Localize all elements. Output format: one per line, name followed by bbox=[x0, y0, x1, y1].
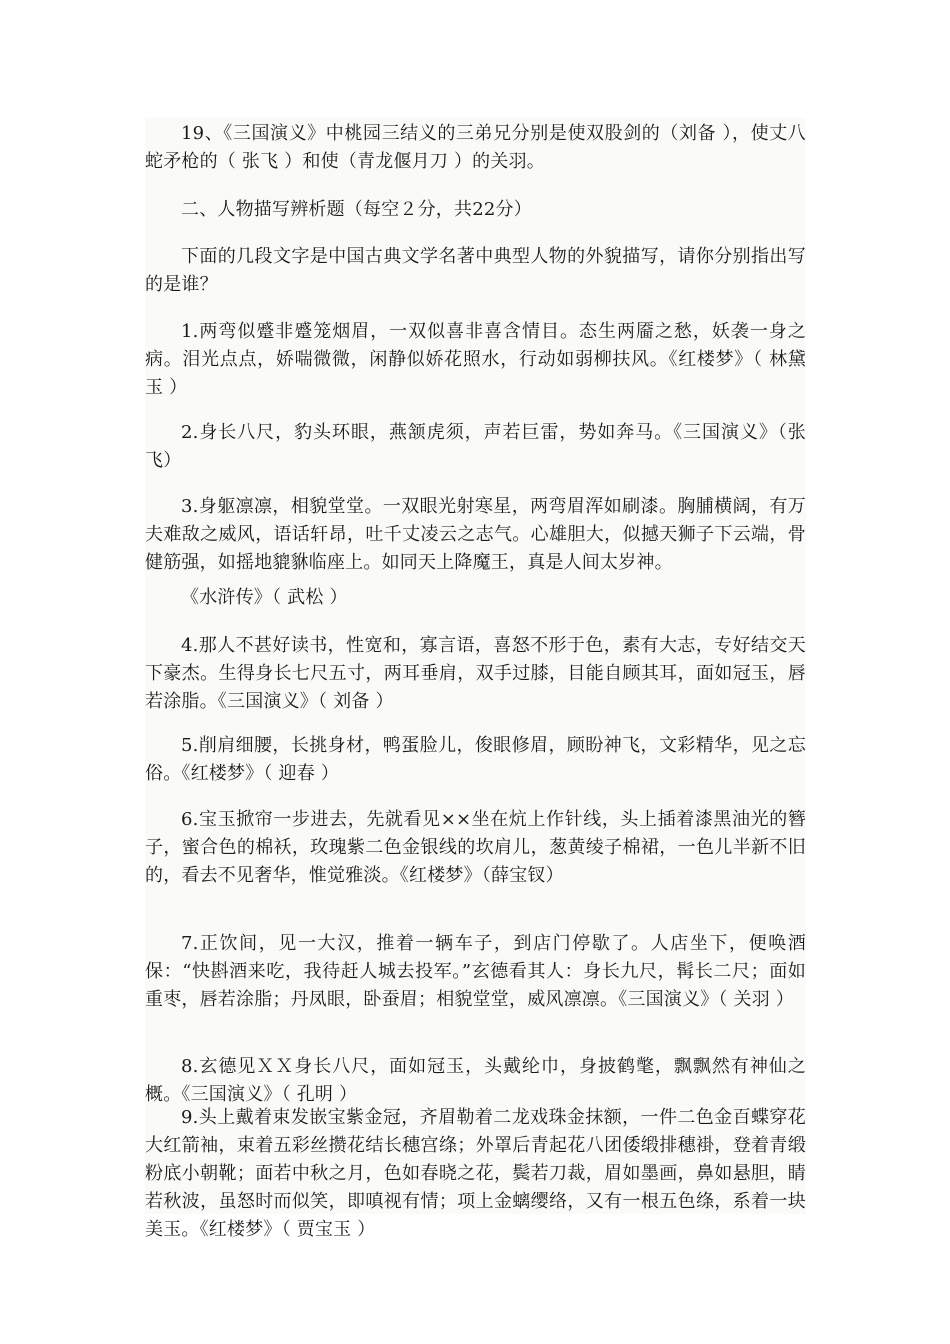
item-3-paragraph: 3.身躯凛凛，相貌堂堂。一双眼光射寒星，两弯眉浑如刷漆。胸脯横阔，有万夫难敌之威风，语话轩昂，吐千丈凌云之志气。心雄胆大，似撼天狮子下云端，骨健筋强，如摇地貔貅临座上。如同天上降魔王，真是人间太岁神。 bbox=[145, 496, 806, 573]
item-1-paragraph: 1.两弯似蹙非蹙笼烟眉，一双似喜非喜含情目。态生两靥之愁，妖袭一身之病。泪光点点，娇喘微微，闲静似娇花照水，行动如弱柳扶风。《红楼梦》（ 林黛玉 ） bbox=[145, 321, 806, 398]
item-7-paragraph: 7.正饮间，见一大汉，推着一辆车子，到店门停歇了。人店坐下，便唤酒保：“快斟酒来吃，我待赶人城去投军。”玄德看其人：身长九尺，髯长二尺；面如重枣，唇若涂脂；丹凤眼，卧蚕眉；相貌堂堂，威风凛凛。《三国演义》（ 关羽 ） bbox=[145, 933, 806, 1010]
document-page bbox=[145, 118, 806, 1240]
item-5-paragraph: 5.削肩细腰，长挑身材，鸭蛋脸儿，俊眼修眉，顾盼神飞，文彩精华，见之忘俗。《红楼梦》（ 迎春 ） bbox=[145, 735, 806, 784]
question-19-paragraph: 19、《三国演义》中桃园三结义的三弟兄分别是使双股剑的（刘备 ），使丈八蛇矛枪的（ 张飞 ）和使（青龙偃月刀 ）的关羽。 bbox=[145, 123, 806, 172]
item-9-paragraph: 9.头上戴着束发嵌宝紫金冠，齐眉勒着二龙戏珠金抹额，一件二色金百蝶穿花大红箭袖，束着五彩丝攒花结长穗宫绦；外罩后青起花八团倭缎排穗褂，登着青缎粉底小朝靴；面若中秋之月，色如春晓之花，鬓若刀裁，眉如墨画，鼻如悬胆，睛若秋波，虽怒时而似笑，即嗔视有情；项上金螭缨络，又有一根五色绦，系着一块美玉。《红楼梦》（ 贾宝玉 ） bbox=[145, 1107, 806, 1240]
instructions-paragraph: 下面的几段文字是中国古典文学名著中典型人物的外貌描写，请你分别指出写的是谁？ bbox=[145, 246, 806, 295]
item-6-paragraph: 6.宝玉掀帘一步进去，先就看见××坐在炕上作针线，头上插着漆黑油光的簪子，蜜合色的棉袄，玫瑰紫二色金银线的坎肩儿，葱黄绫子棉裙，一色儿半新不旧的，看去不见奢华，惟觉雅淡。《红楼梦》（薛宝钗） bbox=[145, 809, 806, 886]
item-4-paragraph: 4.那人不甚好读书，性宽和，寡言语，喜怒不形于色，素有大志，专好结交天下豪杰。生得身长七尺五寸，两耳垂肩，双手过膝，目能自顾其耳，面如冠玉，唇若涂脂。《三国演义》（ 刘备 ） bbox=[145, 635, 806, 712]
section-heading: 二、人物描写辨析题（每空２分，共22分） bbox=[181, 199, 532, 220]
item-2-paragraph: 2.身长八尺，豹头环眼，燕颔虎须，声若巨雷，势如奔马。《三国演义》（张飞） bbox=[145, 422, 806, 471]
item-3-answer: 《水浒传》（ 武松 ） bbox=[181, 587, 348, 608]
item-8-paragraph: 8.玄德见ＸＸ身长八尺，面如冠玉，头戴纶巾，身披鹤氅，飘飘然有神仙之概。《三国演义》（ 孔明 ） bbox=[145, 1056, 806, 1105]
